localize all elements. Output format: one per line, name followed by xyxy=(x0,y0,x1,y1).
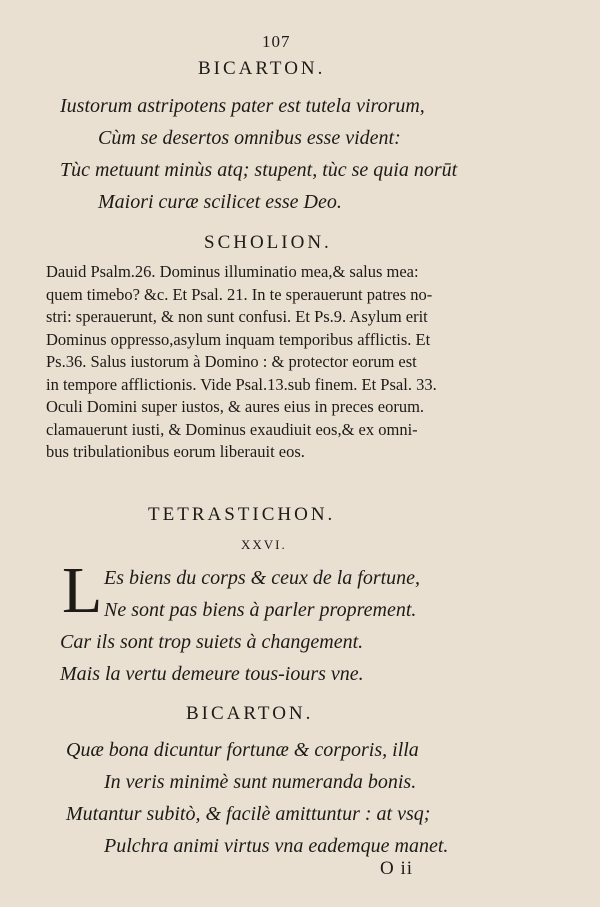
verse-line: Ne sont pas biens à parler proprement. xyxy=(104,599,417,621)
drop-capital: L xyxy=(62,554,103,627)
verse-line: Es biens du corps & ceux de la fortune, xyxy=(104,567,421,589)
verse-line: In veris minimè sunt numeranda bonis. xyxy=(104,771,417,793)
prose-line: clamauerunt iusti, & Dominus exaudiuit eos,& ex omni- xyxy=(46,419,418,439)
bicarton-verse-1 xyxy=(60,90,457,218)
verse-line: Cùm se desertos omnibus esse vident: xyxy=(98,127,401,149)
verse-line: Tùc metuunt minùs atq; stupent, tùc se quia norūt xyxy=(60,159,458,181)
verse-line: Car ils sont trop suiets à changement. xyxy=(60,631,364,653)
tetrastichon-verse xyxy=(60,626,364,690)
prose-line: Dauid Psalm.26. Dominus illuminatio mea,& salus mea: xyxy=(46,262,419,281)
prose-line: Ps.36. Salus iustorum à Domino : & protector eorum est xyxy=(46,352,417,371)
prose-line: Oculi Domini super iustos, & aures eius in preces eorum. xyxy=(46,397,425,416)
scholion-text xyxy=(46,261,566,464)
prose-line: quem timebo? &c. Et Psal. 21. In te sperauerunt patres no- xyxy=(46,284,433,304)
bicarton-heading-1: BICARTON. xyxy=(198,58,326,79)
scholion-heading: SCHOLION. xyxy=(204,232,332,253)
bicarton-verse-2 xyxy=(66,734,448,862)
tetrastichon-number: XXVI. xyxy=(241,537,287,552)
verse-line: Iustorum astripotens pater est tutela virorum, xyxy=(60,95,425,117)
page-number: 107 xyxy=(262,32,291,51)
verse-line: Maiori curæ scilicet esse Deo. xyxy=(98,191,342,213)
prose-line: bus tribulationibus eorum liberauit eos. xyxy=(46,442,305,461)
tetrastichon-verse-indented xyxy=(104,562,420,626)
verse-line: Mutantur subitò, & facilè amittuntur : at vsq; xyxy=(66,803,431,825)
verse-line: Mais la vertu demeure tous-iours vne. xyxy=(60,663,364,685)
verse-line: Quæ bona dicuntur fortunæ & corporis, illa xyxy=(66,739,419,761)
prose-line: Dominus oppresso,asylum inquam temporibus afflictis. Et xyxy=(46,329,431,349)
verse-line: Pulchra animi virtus vna eademque manet. xyxy=(104,835,449,857)
prose-line: stri: sperauerunt, & non sunt confusi. Et Ps.9. Asylum erit xyxy=(46,307,428,326)
prose-line: in tempore afflictionis. Vide Psal.13.sub finem. Et Psal. 33. xyxy=(46,374,437,394)
signature-mark: O ii xyxy=(380,858,414,879)
bicarton-heading-2: BICARTON. xyxy=(186,703,314,724)
tetrastichon-heading: TETRASTICHON. xyxy=(148,504,336,525)
